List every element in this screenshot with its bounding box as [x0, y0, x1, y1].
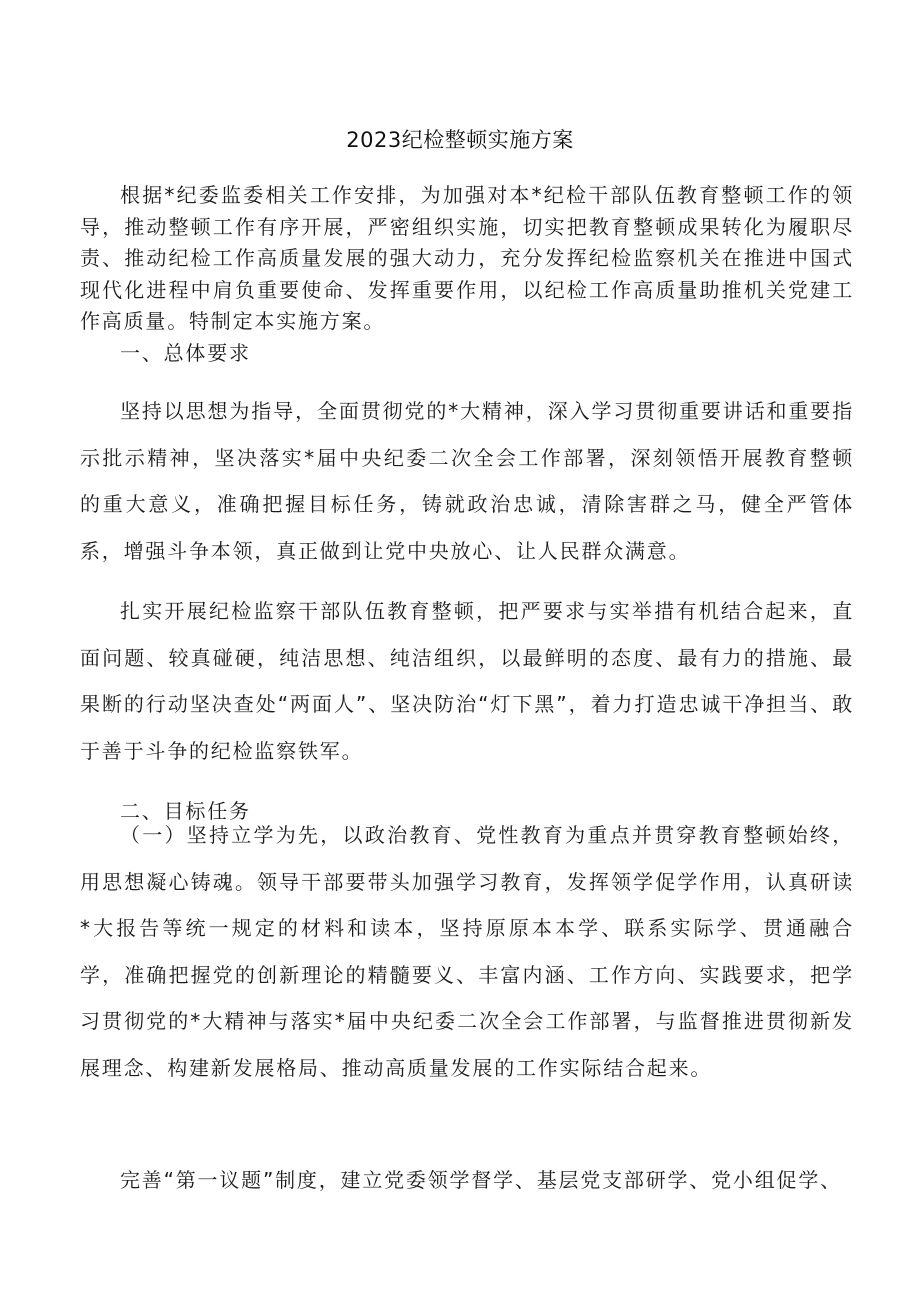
intro-paragraph: 根据*纪委监委相关工作安排，为加强对本*纪检干部队伍教育整顿工作的领导，推动整顿工作有序开展，严密组织实施，切实把教育整顿成果转化为履职尽责、推动纪检工作高质量发展的强大动力，充分发挥纪检监察机关在推进中国式现代化进程中肩负重要使命、发挥重要作用，以纪检工作高质量助推机关党建工作高质量。特制定本实施方案。 [80, 183, 854, 334]
section1-paragraph-2: 扎实开展纪检监察干部队伍教育整顿，把严要求与实举措有机结合起来，直面问题、较真碰硬，纯洁思想、纯洁组织，以最鲜明的态度、最有力的措施、最果断的行动坚决查处“两面人”、坚决防治“灯下黑”，着力打造忠诚干净担当、敢于善于斗争的纪检监察铁军。 [80, 599, 854, 763]
section-heading-goals-tasks: 二、目标任务 [120, 799, 251, 823]
section1-paragraph-1: 坚持以思想为指导，全面贯彻党的*大精神，深入学习贯彻重要讲话和重要指示批示精神，坚决落实*届中央纪委二次全会工作部署，深刻领悟开展教育整顿的重大意义，准确把握目标任务，铸就政治忠诚，清除害群之马，健全严管体系，增强斗争本领，真正做到让党中央放心、让人民群众满意。 [80, 399, 854, 563]
section2-paragraph-2: 完善“第一议题”制度，建立党委领学督学、基层党支部研学、党小组促学、 [120, 1168, 842, 1192]
section2-paragraph-1: （一）坚持立学为先，以政治教育、党性教育为重点并贯穿教育整顿始终，用思想凝心铸魂。领导干部要带头加强学习教育，发挥领学促学作用，认真研读*大报告等统一规定的材料和读本，坚持原原本本学、联系实际学、贯通融合学，准确把握党的创新理论的精髓要义、丰富内涵、工作方向、实践要求，把学习贯彻党的*大精神与落实*届中央纪委二次全会工作部署，与监督推进贯彻新发展理念、构建新发展格局、推动高质量发展的工作实际结合起来。 [80, 823, 854, 1080]
section-heading-overall-requirements: 一、总体要求 [120, 341, 251, 365]
document-title: 2023纪检整顿实施方案 [346, 128, 574, 152]
